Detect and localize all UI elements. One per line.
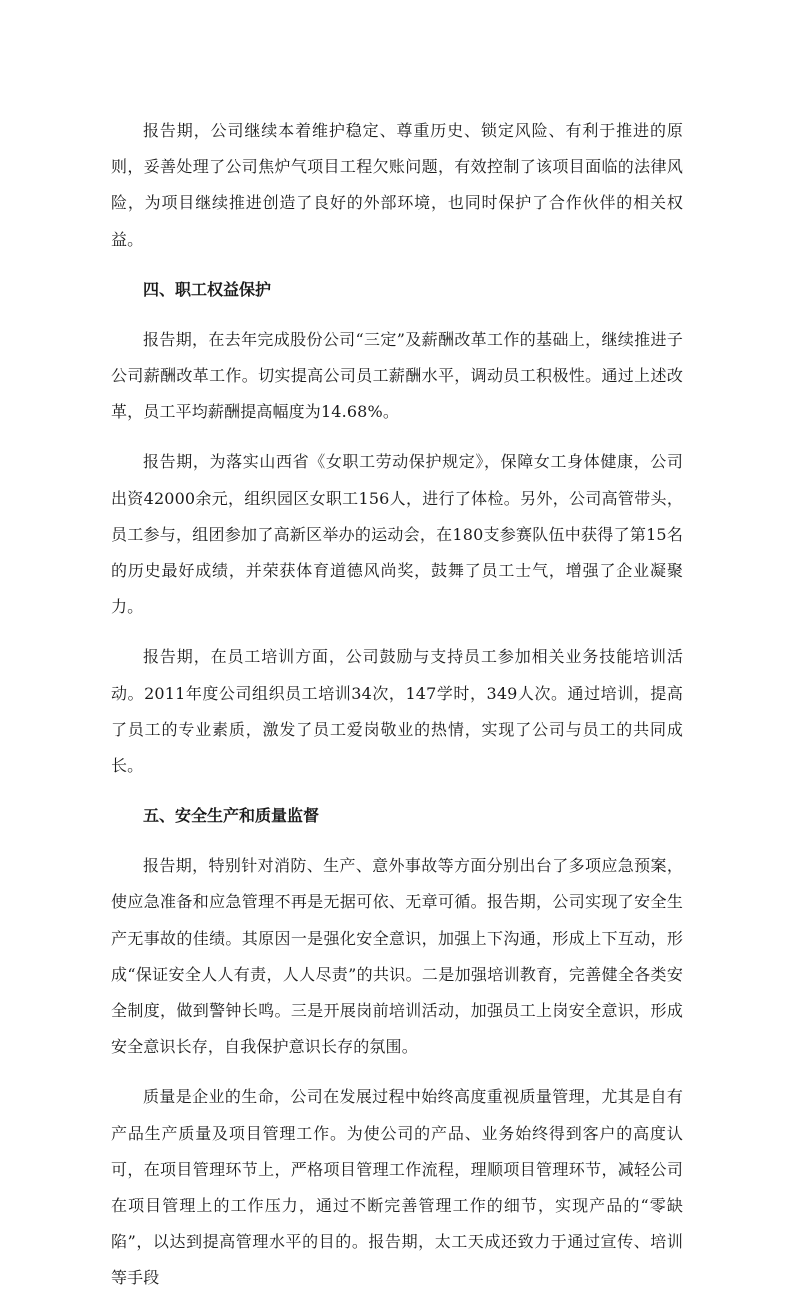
paragraph-female-staff-protection: 报告期，为落实山西省《女职工劳动保护规定》，保障女工身体健康，公司出资42000余元，组织园区女职工156人，进行了体检。另外，公司高管带头，员工参与，组团参加了高新区举办的运动会，在180支参赛队伍中获得了第15名的历史最好成绩，并荣获体育道德风尚奖，鼓舞了员工士气，增强了企业凝聚力。 — [111, 452, 683, 617]
paragraph-safety-production: 报告期，特别针对消防、生产、意外事故等方面分别出台了多项应急预案，使应急准备和应急管理不再是无据可依、无章可循。报告期，公司实现了安全生产无事故的佳绩。其原因一是强化安全意识，加强上下沟通，形成上下互动，形成“保证安全人人有责，人人尽责”的共识。二是加强培训教育，完善健全各类安全制度，做到警钟长鸣。三是开展岗前培训活动，加强员工上岗安全意识，形成安全意识长存，自我保护意识长存的氛围。 — [111, 856, 683, 1057]
paragraph-legal-risk: 报告期，公司继续本着维护稳定、尊重历史、锁定风险、有利于推进的原则，妥善处理了公司焦炉气项目工程欠账问题，有效控制了该项目面临的法律风险，为项目继续推进创造了良好的外部环境，也同时保护了合作伙伴的相关权益。 — [111, 121, 683, 249]
section-heading-employee-rights: 四、职工权益保护 — [143, 279, 272, 299]
paragraph-salary-reform: 报告期，在去年完成股份公司“三定”及薪酬改革工作的基础上，继续推进子公司薪酬改革工作。切实提高公司员工薪酬水平，调动员工积极性。通过上述改革，员工平均薪酬提高幅度为14.68%。 — [111, 329, 683, 422]
paragraph-quality-management: 质量是企业的生命，公司在发展过程中始终高度重视质量管理，尤其是自有产品生产质量及项目管理工作。为使公司的产品、业务始终得到客户的高度认可，在项目管理环节上，严格项目管理工作流程，理顺项目管理环节，减轻公司在项目管理上的工作压力，通过不断完善管理工作的细节，实现产品的“零缺陷”，以达到提高管理水平的目的。报告期，太工天成还致力于通过宣传、培训等手段 — [111, 1087, 683, 1288]
document-page — [111, 113, 683, 1297]
paragraph-employee-training: 报告期，在员工培训方面，公司鼓励与支持员工参加相关业务技能培训活动。2011年度公司组织员工培训34次，147学时，349人次。通过培训，提高了员工的专业素质，激发了员工爱岗敬业的热情，实现了公司与员工的共同成长。 — [111, 647, 683, 776]
section-heading-safety-quality: 五、安全生产和质量监督 — [143, 806, 320, 826]
